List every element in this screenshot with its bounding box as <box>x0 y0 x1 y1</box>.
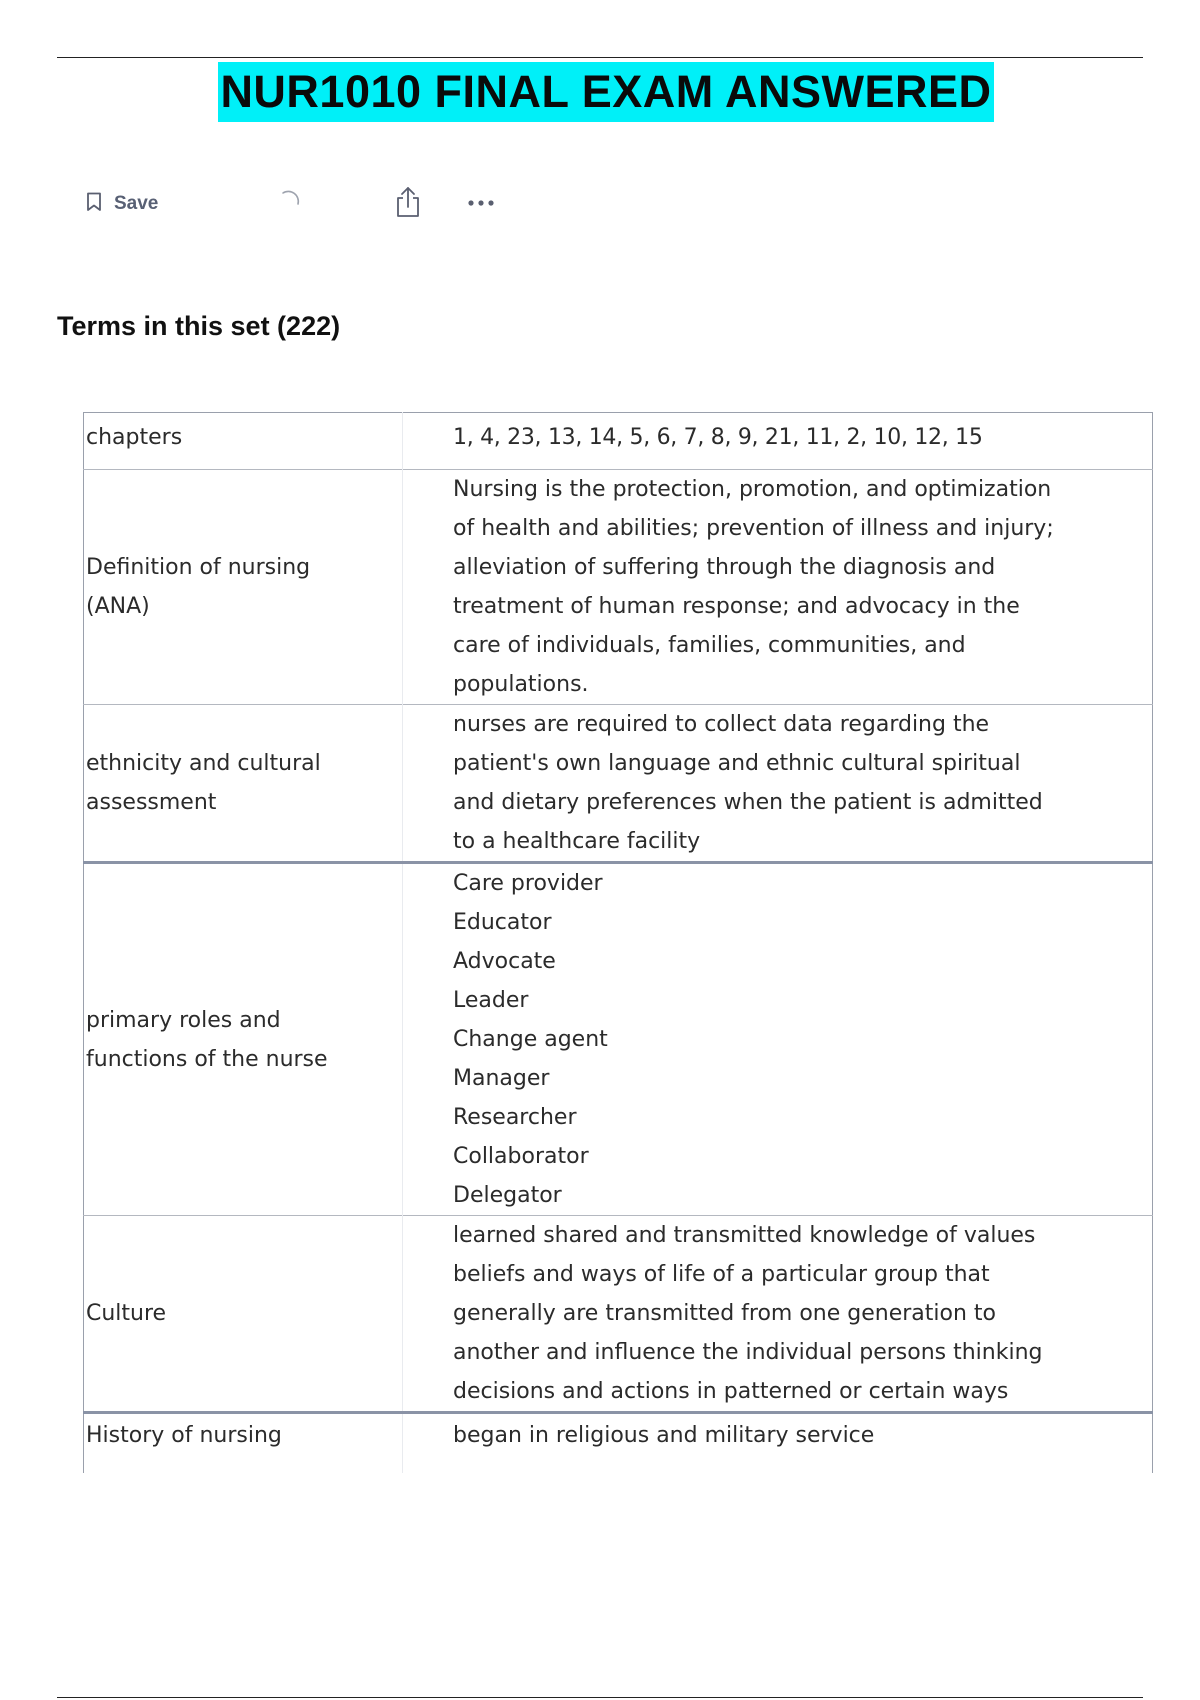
definition-text: Change agent <box>453 1027 608 1052</box>
save-button[interactable] <box>86 186 158 222</box>
definition-text: Advocate <box>453 949 556 974</box>
term-text: Definition of nursing <box>86 555 311 580</box>
term-text: ethnicity and cultural <box>86 751 321 776</box>
definition-text: beliefs and ways of life of a particular group that <box>453 1262 990 1287</box>
title-block <box>0 62 1200 122</box>
definition-text: to a healthcare facility <box>453 829 701 854</box>
term-text: History of nursing <box>86 1423 282 1448</box>
term-row <box>84 1413 1153 1473</box>
definition-text: nurses are required to collect data regarding the <box>453 712 990 737</box>
term-cell <box>84 863 403 1216</box>
definition-cell <box>403 1216 1153 1413</box>
definition-cell <box>403 470 1153 705</box>
bottom-rule <box>57 1697 1143 1698</box>
more-options-button[interactable] <box>466 186 498 222</box>
definition-text: alleviation of suffering through the diagnosis and <box>453 555 996 580</box>
top-rule <box>57 57 1143 58</box>
definition-text: 1, 4, 23, 13, 14, 5, 6, 7, 8, 9, 21, 11, 2, 10, 12, 15 <box>453 425 983 450</box>
loading-indicator <box>276 186 302 222</box>
definition-text: care of individuals, families, communities, and <box>453 633 966 658</box>
definition-text: generally are transmitted from one generation to <box>453 1301 997 1326</box>
definition-text: Collaborator <box>453 1144 589 1169</box>
definition-text: learned shared and transmitted knowledge of values <box>453 1223 1036 1248</box>
definition-text: treatment of human response; and advocacy in the <box>453 594 1020 619</box>
definition-text: began in religious and military service <box>453 1423 875 1448</box>
definition-text: and dietary preferences when the patient is admitted <box>453 790 1043 815</box>
bookmark-icon <box>86 192 102 217</box>
term-cell <box>84 705 403 863</box>
term-cell <box>84 1216 403 1413</box>
definition-text: Delegator <box>453 1183 562 1208</box>
definition-text: Nursing is the protection, promotion, and optimization <box>453 477 1052 502</box>
definition-text: another and influence the individual persons thinking <box>453 1340 1043 1365</box>
definition-text: Care provider <box>453 871 603 896</box>
document-title: NUR1010 FINAL EXAM ANSWERED <box>218 62 993 122</box>
definition-text: Educator <box>453 910 552 935</box>
term-text: assessment <box>86 790 217 815</box>
term-row <box>84 1216 1153 1413</box>
term-text: primary roles and <box>86 1007 281 1033</box>
definition-text: patient's own language and ethnic cultural spiritual <box>453 751 1021 776</box>
definition-text: Researcher <box>453 1105 577 1130</box>
definition-cell <box>403 413 1153 470</box>
definition-text: of health and abilities; prevention of illness and injury; <box>453 516 1054 541</box>
term-row <box>84 413 1153 470</box>
definition-text: decisions and actions in patterned or certain ways <box>453 1379 1009 1404</box>
share-icon <box>394 185 422 224</box>
share-button[interactable] <box>394 186 422 222</box>
term-row <box>84 863 1153 1216</box>
term-text: (ANA) <box>86 594 150 619</box>
definition-cell <box>403 863 1153 1216</box>
loading-spinner-icon <box>276 189 302 220</box>
term-row <box>84 470 1153 705</box>
term-text: functions of the nurse <box>86 1046 328 1072</box>
terms-table <box>83 412 1153 1473</box>
definition-text: Leader <box>453 988 529 1013</box>
definition-cell <box>403 1413 1153 1473</box>
more-options-icon <box>466 195 498 213</box>
term-cell <box>84 1413 403 1473</box>
definition-text: Manager <box>453 1066 550 1091</box>
definition-text: populations. <box>453 672 589 697</box>
terms-heading: Terms in this set (222) <box>57 311 341 341</box>
term-row <box>84 705 1153 863</box>
term-text: Culture <box>86 1301 167 1326</box>
term-text: chapters <box>86 425 183 450</box>
definition-cell <box>403 705 1153 863</box>
term-cell <box>84 470 403 705</box>
term-cell <box>84 413 403 470</box>
save-label: Save <box>114 193 159 214</box>
